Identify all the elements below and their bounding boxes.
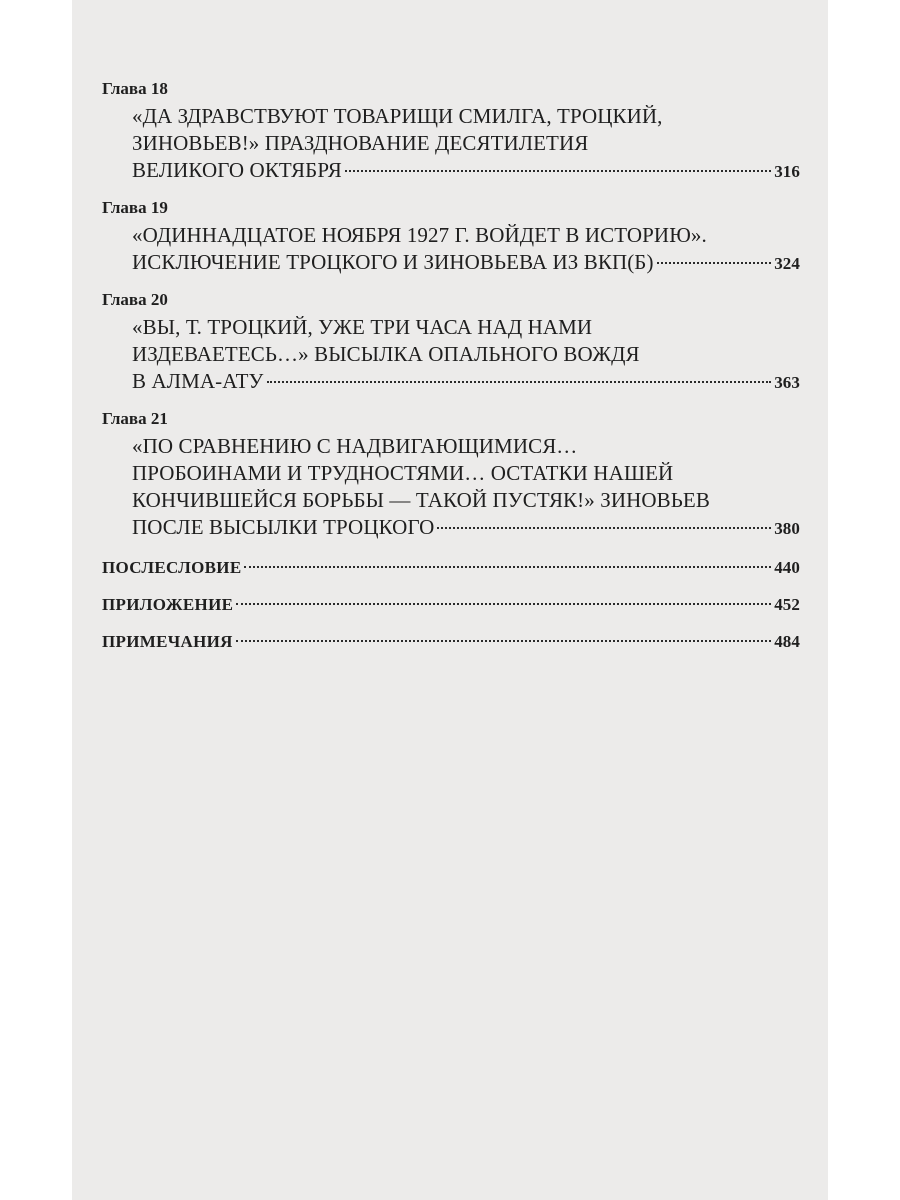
chapter-title-line: «ДА ЗДРАВСТВУЮТ ТОВАРИЩИ СМИЛГА, ТРОЦКИЙ, <box>132 104 663 128</box>
chapter-number: Глава 21 <box>102 409 168 428</box>
chapter-title-line: ВЕЛИКОГО ОКТЯБРЯ <box>132 158 342 182</box>
chapter-title-line: ИСКЛЮЧЕНИЕ ТРОЦКОГО И ЗИНОВЬЕВА ИЗ ВКП(Б) <box>132 250 654 274</box>
chapter-title-last-line <box>132 514 800 542</box>
chapter-number: Глава 20 <box>102 290 168 309</box>
dot-leader <box>244 566 771 568</box>
chapter-title-line: ЗИНОВЬЕВ!» ПРАЗДНОВАНИЕ ДЕСЯТИЛЕТИЯ <box>132 131 589 155</box>
chapter-title-line: «ПО СРАВНЕНИЮ С НАДВИГАЮЩИМИСЯ… <box>132 434 578 458</box>
page-number: 452 <box>774 595 800 614</box>
page-number: 440 <box>774 558 800 577</box>
toc-chapter-18 <box>102 78 800 185</box>
dot-leader <box>657 262 772 264</box>
chapter-title-last-line <box>132 368 800 396</box>
section-title: ПРИЛОЖЕНИЕ <box>102 595 234 614</box>
page-number: 484 <box>774 632 800 651</box>
toc-section-afterword <box>102 554 800 581</box>
chapter-title-line: В АЛМА-АТУ <box>132 369 264 393</box>
book-page <box>72 0 828 1200</box>
dot-leader <box>236 603 771 605</box>
dot-leader <box>345 170 771 172</box>
page-number: 316 <box>774 162 800 181</box>
chapter-title-line: «ОДИННАДЦАТОЕ НОЯБРЯ 1927 Г. ВОЙДЕТ В ИСТОРИЮ». <box>132 223 707 247</box>
chapter-title <box>132 103 800 185</box>
chapter-number: Глава 18 <box>102 79 168 98</box>
chapter-title-line: ИЗДЕВАЕТЕСЬ…» ВЫСЫЛКА ОПАЛЬНОГО ВОЖДЯ <box>132 342 640 366</box>
chapter-number: Глава 19 <box>102 198 168 217</box>
chapter-title-last-line <box>132 249 800 277</box>
chapter-title-last-line <box>132 157 800 185</box>
chapter-title-line: КОНЧИВШЕЙСЯ БОРЬБЫ — ТАКОЙ ПУСТЯК!» ЗИНОВЬЕВ <box>132 488 710 512</box>
chapter-title-line: ПРОБОИНАМИ И ТРУДНОСТЯМИ… ОСТАТКИ НАШЕЙ <box>132 461 674 485</box>
page-number: 380 <box>774 519 800 538</box>
toc-section-notes <box>102 628 800 655</box>
chapter-title <box>132 314 800 396</box>
dot-leader <box>236 640 771 642</box>
chapter-title <box>132 222 800 277</box>
toc-chapter-21 <box>102 408 800 542</box>
section-title: ПОСЛЕСЛОВИЕ <box>102 558 242 577</box>
dot-leader <box>267 381 772 383</box>
chapter-title <box>132 433 800 542</box>
chapter-title-line: «ВЫ, Т. ТРОЦКИЙ, УЖЕ ТРИ ЧАСА НАД НАМИ <box>132 315 593 339</box>
toc-section-appendix <box>102 591 800 618</box>
dot-leader <box>437 527 771 529</box>
page-number: 324 <box>774 254 800 273</box>
toc-chapter-19 <box>102 197 800 277</box>
page-number: 363 <box>774 373 800 392</box>
section-title: ПРИМЕЧАНИЯ <box>102 632 233 651</box>
chapter-title-line: ПОСЛЕ ВЫСЫЛКИ ТРОЦКОГО <box>132 515 435 539</box>
table-of-contents <box>102 78 800 665</box>
toc-chapter-20 <box>102 289 800 396</box>
